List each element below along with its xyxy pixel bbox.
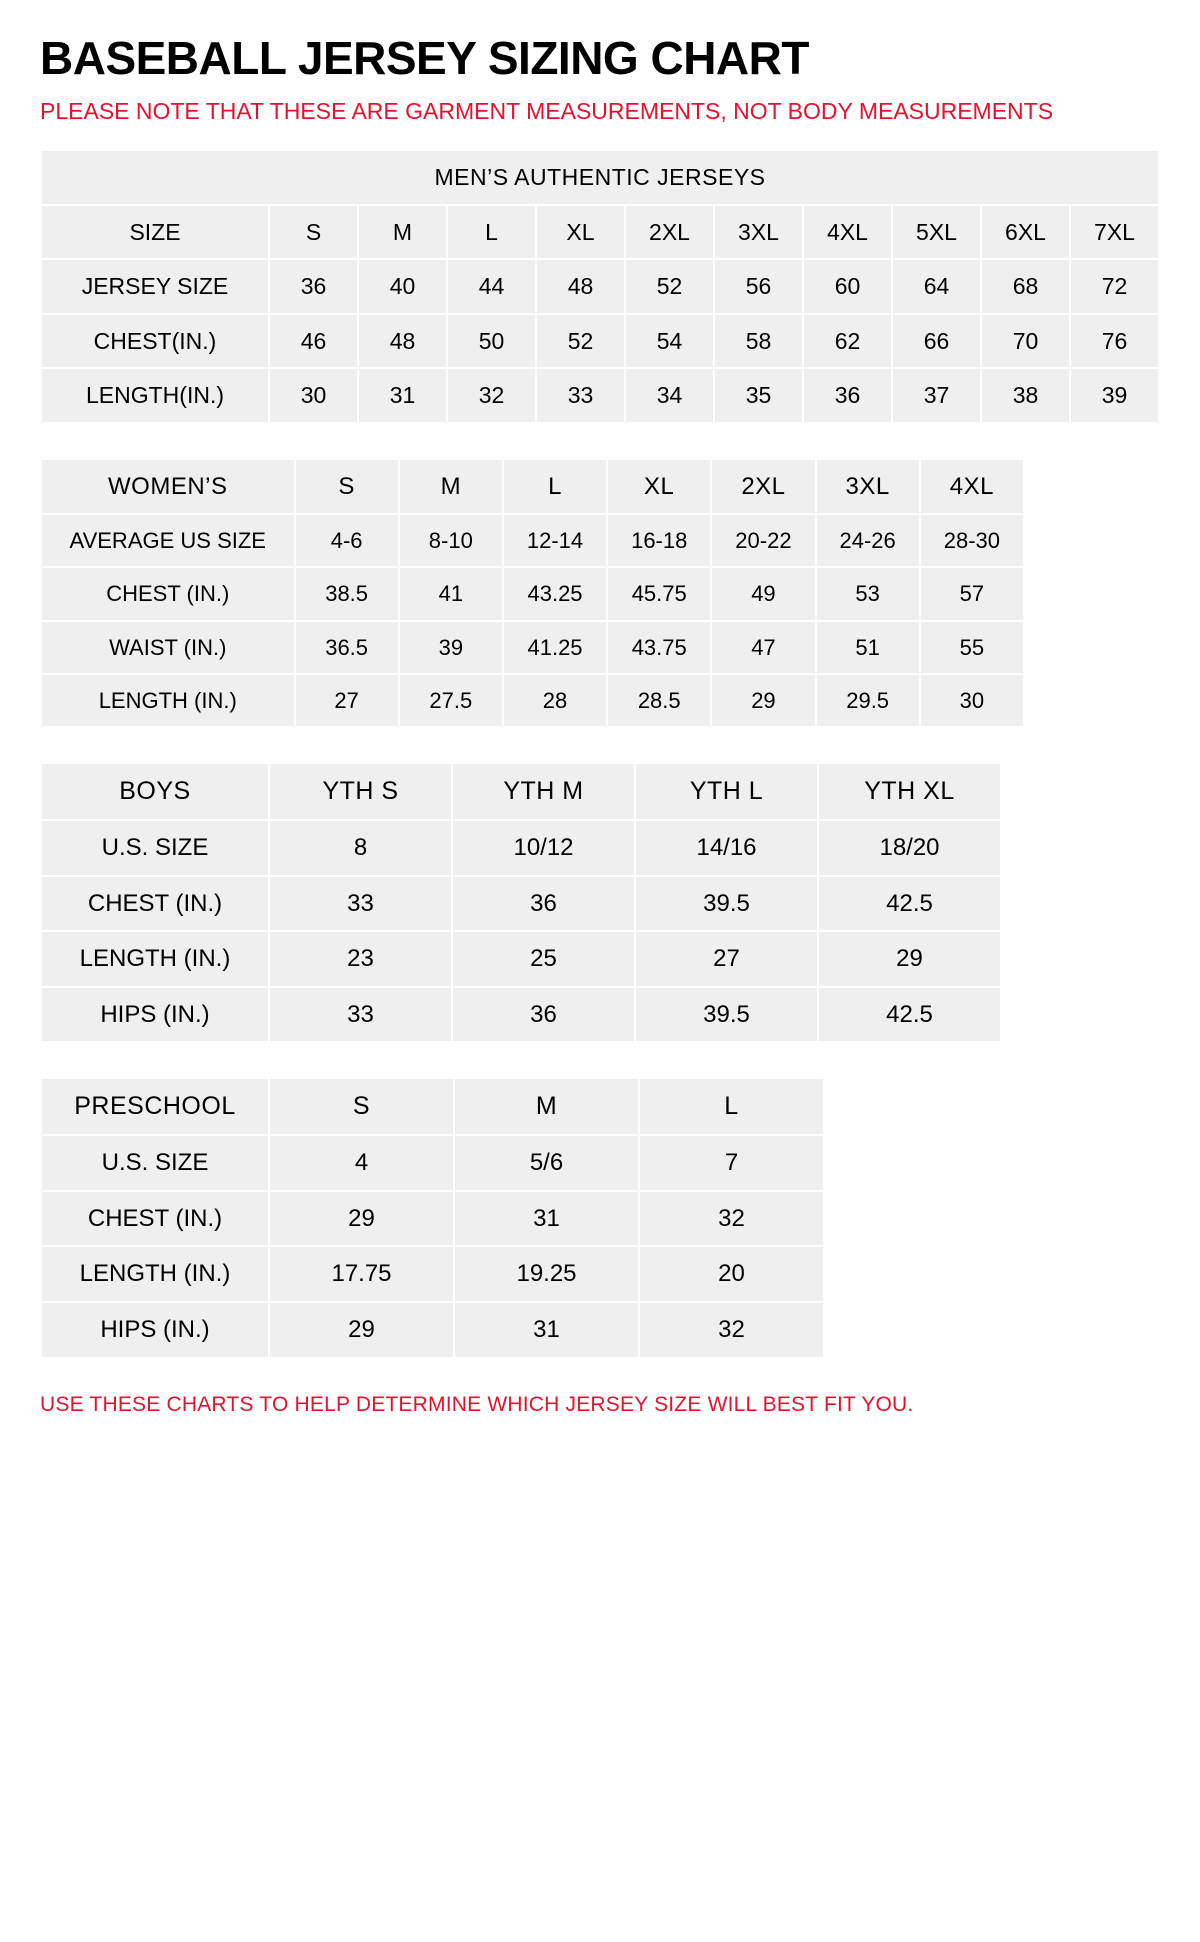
table-cell: 24-26 <box>816 514 920 567</box>
table-cell: 29 <box>269 1191 454 1247</box>
table-cell: 32 <box>639 1302 824 1358</box>
table-row <box>41 1191 824 1247</box>
table-cell: 76 <box>1070 314 1159 368</box>
row-label: CHEST (IN.) <box>41 567 295 620</box>
table-cell: 25 <box>452 931 635 987</box>
table-cell: 41 <box>399 567 503 620</box>
table-cell: 39 <box>1070 368 1159 422</box>
table-cell: 58 <box>714 314 803 368</box>
womens-header-cell: 2XL <box>711 459 815 515</box>
table-cell: 29 <box>818 931 1001 987</box>
boys-sizing-table <box>40 762 1002 1043</box>
table-cell: 12-14 <box>503 514 607 567</box>
table-cell: 31 <box>454 1302 639 1358</box>
womens-header-row <box>41 459 1024 515</box>
table-cell: 4XL <box>803 205 892 259</box>
table-cell: XL <box>536 205 625 259</box>
womens-header-cell: 3XL <box>816 459 920 515</box>
table-row <box>41 1246 824 1302</box>
table-cell: 33 <box>269 876 452 932</box>
table-cell: 70 <box>981 314 1070 368</box>
womens-table-body <box>41 459 1024 728</box>
womens-header-cell: L <box>503 459 607 515</box>
table-cell: 6XL <box>981 205 1070 259</box>
table-cell: 27.5 <box>399 674 503 727</box>
table-cell: 44 <box>447 259 536 313</box>
boys-header-row <box>41 763 1001 820</box>
table-cell: 17.75 <box>269 1246 454 1302</box>
boys-header-cell: YTH XL <box>818 763 1001 820</box>
mens-table-body <box>41 150 1159 422</box>
table-cell: 7XL <box>1070 205 1159 259</box>
table-cell: S <box>269 205 358 259</box>
table-cell: 31 <box>358 368 447 422</box>
table-cell: 55 <box>920 621 1024 674</box>
table-cell: 52 <box>536 314 625 368</box>
table-cell: 48 <box>536 259 625 313</box>
table-row <box>41 368 1159 422</box>
table-row <box>41 674 1024 727</box>
table-cell: 28.5 <box>607 674 711 727</box>
row-label: U.S. SIZE <box>41 820 269 876</box>
table-cell: 29 <box>269 1302 454 1358</box>
table-cell: 4 <box>269 1135 454 1191</box>
preschool-header-row <box>41 1078 824 1135</box>
row-label: U.S. SIZE <box>41 1135 269 1191</box>
table-cell: 36 <box>803 368 892 422</box>
table-cell: 36 <box>452 987 635 1043</box>
womens-header-label: WOMEN’S <box>41 459 295 515</box>
table-cell: 16-18 <box>607 514 711 567</box>
measurement-disclaimer: PLEASE NOTE THAT THESE ARE GARMENT MEASUREMENTS, NOT BODY MEASUREMENTS <box>40 98 1054 125</box>
table-row <box>41 987 1001 1043</box>
table-cell: 7 <box>639 1135 824 1191</box>
preschool-header-cell: L <box>639 1078 824 1135</box>
boys-header-cell: YTH S <box>269 763 452 820</box>
table-row <box>41 1135 824 1191</box>
row-label: LENGTH (IN.) <box>41 674 295 727</box>
table-cell: 35 <box>714 368 803 422</box>
row-label: CHEST (IN.) <box>41 1191 269 1247</box>
table-cell: 51 <box>816 621 920 674</box>
table-row <box>41 1302 824 1358</box>
table-cell: 68 <box>981 259 1070 313</box>
table-row <box>41 931 1001 987</box>
table-row <box>41 820 1001 876</box>
table-cell: 66 <box>892 314 981 368</box>
mens-sizing-table <box>40 149 1160 423</box>
table-cell: 36 <box>452 876 635 932</box>
row-label: LENGTH(IN.) <box>41 368 269 422</box>
table-cell: 8-10 <box>399 514 503 567</box>
table-cell: 45.75 <box>607 567 711 620</box>
table-cell: 28 <box>503 674 607 727</box>
table-row <box>41 621 1024 674</box>
table-cell: 32 <box>447 368 536 422</box>
table-cell: 4-6 <box>295 514 399 567</box>
boys-header-cell: YTH M <box>452 763 635 820</box>
table-cell: 48 <box>358 314 447 368</box>
boys-table-body <box>41 763 1001 1042</box>
table-cell: 28-30 <box>920 514 1024 567</box>
mens-table-band <box>41 150 1159 204</box>
table-cell: 43.25 <box>503 567 607 620</box>
table-cell: 38.5 <box>295 567 399 620</box>
table-row <box>41 314 1159 368</box>
table-cell: 14/16 <box>635 820 818 876</box>
table-cell: 41.25 <box>503 621 607 674</box>
page-title: BASEBALL JERSEY SIZING CHART <box>40 32 809 84</box>
mens-band-label: MEN’S AUTHENTIC JERSEYS <box>41 150 1159 204</box>
row-label: WAIST (IN.) <box>41 621 295 674</box>
table-cell: 23 <box>269 931 452 987</box>
table-cell: 37 <box>892 368 981 422</box>
row-label: HIPS (IN.) <box>41 987 269 1043</box>
table-cell: 42.5 <box>818 987 1001 1043</box>
row-label: AVERAGE US SIZE <box>41 514 295 567</box>
row-label: LENGTH (IN.) <box>41 931 269 987</box>
table-cell: 50 <box>447 314 536 368</box>
table-cell: 52 <box>625 259 714 313</box>
table-cell: 5/6 <box>454 1135 639 1191</box>
table-cell: 10/12 <box>452 820 635 876</box>
table-cell: 33 <box>269 987 452 1043</box>
row-label: CHEST (IN.) <box>41 876 269 932</box>
preschool-header-label: PRESCHOOL <box>41 1078 269 1135</box>
table-cell: 18/20 <box>818 820 1001 876</box>
preschool-header-cell: M <box>454 1078 639 1135</box>
table-row <box>41 876 1001 932</box>
table-cell: 40 <box>358 259 447 313</box>
table-cell: 36.5 <box>295 621 399 674</box>
table-cell: 27 <box>635 931 818 987</box>
table-cell: 46 <box>269 314 358 368</box>
table-cell: 42.5 <box>818 876 1001 932</box>
table-cell: 39 <box>399 621 503 674</box>
table-cell: 20-22 <box>711 514 815 567</box>
table-cell: 8 <box>269 820 452 876</box>
table-cell: 30 <box>269 368 358 422</box>
table-cell: 72 <box>1070 259 1159 313</box>
row-label: LENGTH (IN.) <box>41 1246 269 1302</box>
table-cell: M <box>358 205 447 259</box>
preschool-sizing-table <box>40 1077 825 1358</box>
table-row <box>41 259 1159 313</box>
table-cell: 30 <box>920 674 1024 727</box>
table-cell: 29.5 <box>816 674 920 727</box>
table-cell: 62 <box>803 314 892 368</box>
womens-header-cell: XL <box>607 459 711 515</box>
womens-header-cell: S <box>295 459 399 515</box>
table-cell: 34 <box>625 368 714 422</box>
table-cell: 31 <box>454 1191 639 1247</box>
footer-note: USE THESE CHARTS TO HELP DETERMINE WHICH JERSEY SIZE WILL BEST FIT YOU. <box>40 1392 914 1416</box>
table-cell: 5XL <box>892 205 981 259</box>
table-cell: 60 <box>803 259 892 313</box>
womens-header-cell: M <box>399 459 503 515</box>
table-cell: 56 <box>714 259 803 313</box>
table-cell: 38 <box>981 368 1070 422</box>
table-cell: 49 <box>711 567 815 620</box>
table-cell: 32 <box>639 1191 824 1247</box>
table-cell: 39.5 <box>635 987 818 1043</box>
boys-header-label: BOYS <box>41 763 269 820</box>
table-row <box>41 567 1024 620</box>
womens-header-cell: 4XL <box>920 459 1024 515</box>
table-cell: L <box>447 205 536 259</box>
preschool-table-body <box>41 1078 824 1357</box>
row-label: CHEST(IN.) <box>41 314 269 368</box>
row-label: HIPS (IN.) <box>41 1302 269 1358</box>
table-cell: 43.75 <box>607 621 711 674</box>
table-cell: 54 <box>625 314 714 368</box>
table-cell: 57 <box>920 567 1024 620</box>
table-cell: 20 <box>639 1246 824 1302</box>
row-label: JERSEY SIZE <box>41 259 269 313</box>
table-cell: 36 <box>269 259 358 313</box>
preschool-header-cell: S <box>269 1078 454 1135</box>
table-cell: 27 <box>295 674 399 727</box>
table-cell: 47 <box>711 621 815 674</box>
table-cell: 2XL <box>625 205 714 259</box>
table-cell: 19.25 <box>454 1246 639 1302</box>
table-cell: 39.5 <box>635 876 818 932</box>
boys-header-cell: YTH L <box>635 763 818 820</box>
table-cell: 64 <box>892 259 981 313</box>
table-cell: 33 <box>536 368 625 422</box>
womens-sizing-table <box>40 458 1025 729</box>
table-cell: 3XL <box>714 205 803 259</box>
table-row <box>41 514 1024 567</box>
table-row <box>41 205 1159 259</box>
table-cell: 29 <box>711 674 815 727</box>
table-cell: 53 <box>816 567 920 620</box>
row-label: SIZE <box>41 205 269 259</box>
